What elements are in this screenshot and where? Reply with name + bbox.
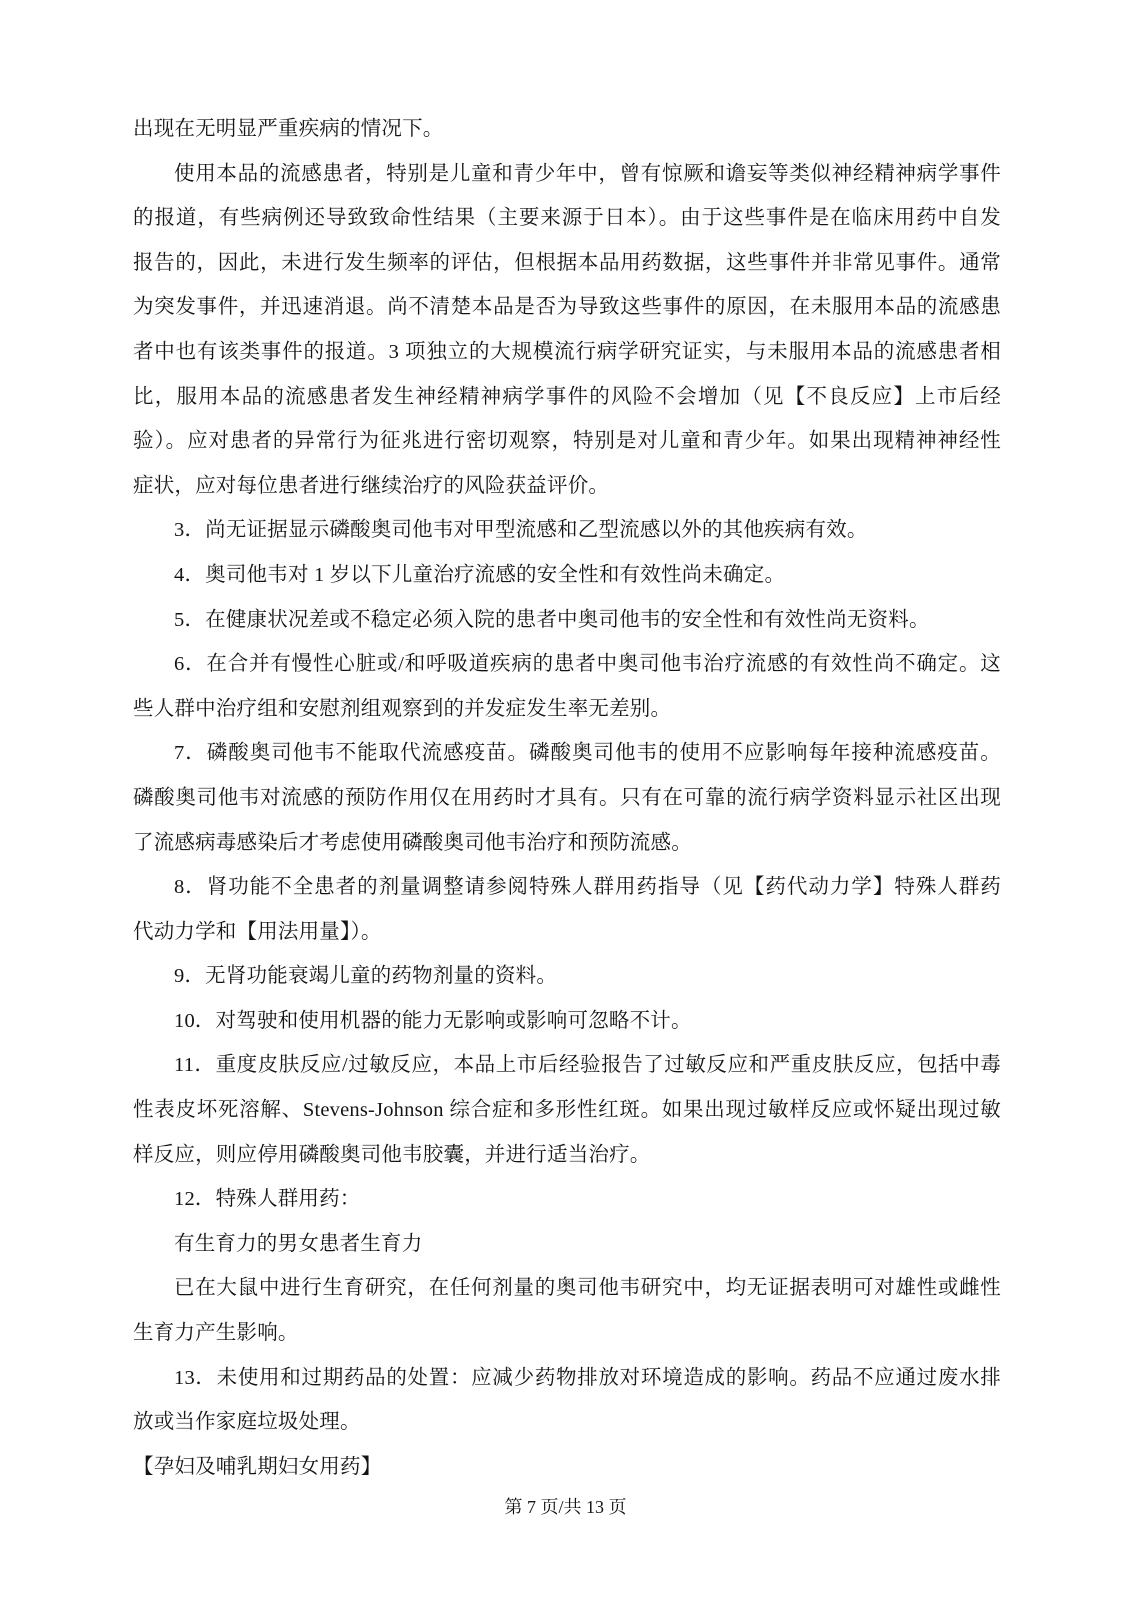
text-line: 有生育力的男女患者生育力 xyxy=(174,1232,423,1255)
text-line: 出现在无明显严重疾病的情况下。 xyxy=(133,118,444,140)
text-line: 者中也有该类事件的报道。3 项独立的大规模流行病学研究证实，与未服用本品的流感患者相 xyxy=(133,340,1001,363)
text-line: 放或当作家庭垃圾处理。 xyxy=(133,1411,361,1434)
text-line: 性表皮坏死溶解、Stevens-Johnson 综合症和多形性红斑。如果出现过敏样反应或怀疑出现过敏 xyxy=(133,1099,1001,1122)
text-line: 比，服用本品的流感患者发生神经精神病学事件的风险不会增加（见【不良反应】上市后经 xyxy=(133,385,1001,408)
text-line: 3．尚无证据显示磷酸奥司他韦对甲型流感和乙型流感以外的其他疾病有效。 xyxy=(174,519,868,542)
text-line: 10．对驾驶和使用机器的能力无影响或影响可忽略不计。 xyxy=(174,1009,692,1032)
page-number-footer: 第 7 页/共 13 页 xyxy=(504,1497,627,1517)
text-line: 【孕妇及哺乳期妇女用药】 xyxy=(133,1455,382,1478)
text-line: 5．在健康状况差或不稳定必须入院的患者中奥司他韦的安全性和有效性尚无资料。 xyxy=(174,608,930,631)
text-line: 11．重度皮肤反应/过敏反应，本品上市后经验报告了过敏反应和严重皮肤反应，包括中毒 xyxy=(174,1054,1001,1077)
text-line: 些人群中治疗组和安慰剂组观察到的并发症发生率无差别。 xyxy=(133,697,672,720)
text-line: 8．肾功能不全患者的剂量调整请参阅特殊人群用药指导（见【药代动力学】特殊人群药 xyxy=(174,876,1001,899)
text-line: 代动力学和【用法用量】）。 xyxy=(133,920,382,943)
text-line: 7．磷酸奥司他韦不能取代流感疫苗。磷酸奥司他韦的使用不应影响每年接种流感疫苗。 xyxy=(174,742,1001,765)
text-line: 12．特殊人群用药： xyxy=(174,1188,361,1211)
text-line: 为突发事件，并迅速消退。尚不清楚本品是否为导致这些事件的原因，在未服用本品的流感患 xyxy=(133,296,1001,319)
text-line: 6．在合并有慢性心脏或/和呼吸道疾病的患者中奥司他韦治疗流感的有效性尚不确定。这 xyxy=(174,653,1001,676)
text-line: 已在大鼠中进行生育研究，在任何剂量的奥司他韦研究中，均无证据表明可对雄性或雌性 xyxy=(174,1277,1001,1300)
text-line: 使用本品的流感患者，特别是儿童和青少年中，曾有惊厥和谵妄等类似神经精神病学事件 xyxy=(174,162,1001,185)
text-line: 样反应，则应停用磷酸奥司他韦胶囊，并进行适当治疗。 xyxy=(133,1143,651,1166)
text-line: 13．未使用和过期药品的处置：应减少药物排放对环境造成的影响。药品不应通过废水排 xyxy=(174,1366,1001,1389)
text-line: 生育力产生影响。 xyxy=(133,1322,299,1345)
text-line: 的报道，有些病例还导致致命性结果（主要来源于日本）。由于这些事件是在临床用药中自发 xyxy=(133,207,1001,230)
text-line: 磷酸奥司他韦对流感的预防作用仅在用药时才具有。只有在可靠的流行病学资料显示社区出现 xyxy=(133,786,1001,809)
document-body xyxy=(133,107,1001,1489)
text-line: 了流感病毒感染后才考虑使用磷酸奥司他韦治疗和预防流感。 xyxy=(133,831,692,854)
text-line: 4．奥司他韦对 1 岁以下儿童治疗流感的安全性和有效性尚未确定。 xyxy=(174,563,786,586)
text-line: 报告的，因此，未进行发生频率的评估，但根据本品用药数据，这些事件并非常见事件。通常 xyxy=(133,251,1001,274)
text-line: 验）。应对患者的异常行为征兆进行密切观察，特别是对儿童和青少年。如果出现精神神经性 xyxy=(133,430,1001,453)
text-line: 9．无肾功能衰竭儿童的药物剂量的资料。 xyxy=(174,965,558,988)
text-line: 症状，应对每位患者进行继续治疗的风险获益评价。 xyxy=(133,474,610,497)
